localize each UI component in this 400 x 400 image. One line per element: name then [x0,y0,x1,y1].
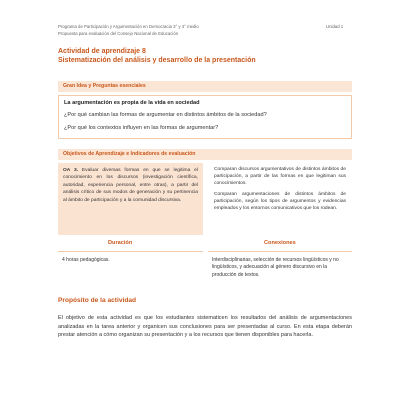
duration-label: Duración [108,240,133,246]
oa-text: Evaluar diversas formas en que se legitima el conocimiento en los discursos (investigación científica, autoridad, experiencia personal, entre otras), a partir del análisis crítico de sus modos de generación y su pertinencia al ámbito de participación y a la comunidad discursiva. [63,168,198,203]
essential-question-2: ¿Por qué los contextos influyen en las formas de argumentar? [64,125,219,131]
purpose-title: Propósito de la actividad [58,297,137,304]
purpose-body: El objetivo de esta actividad es que los estudiantes sistematicen los resultados del análisis de argumentaciones analizadas en la tarea anterior y organicen sus conclusiones para ser presentadas al curso. En esta etapa deberán prestar atención a cómo organizan su presentación y a los recursos que tienen disponibles para hacerla. [58,315,352,339]
essential-question-1: ¿Por qué cambian las formas de argumentar en distintos ámbitos de la sociedad? [64,112,267,118]
header-unit: Unidad 1 [326,24,344,29]
big-idea-heading: Gran Idea y Preguntas esenciales [58,81,352,92]
big-idea-box [58,95,352,139]
connections-label: Conexiones [264,240,296,246]
header-proposal: Propuesta para evaluación del Consejo Nacional de Educación [58,30,179,36]
big-idea-main: La argumentación es propia de la vida en sociedad [64,100,200,106]
activity-number: Actividad de aprendizaje 8 [58,48,146,55]
indicators-cell [208,163,352,235]
oa-cell [58,163,203,235]
indicator-1: Comparan discursos argumentativos de distintos ámbitos de participación, a partir de las formas en que legitiman sus conocimientos. [214,167,346,187]
header-program: Programa de Participación y Argumentación en Democracia 3° y 4° medio [58,24,199,29]
duration-value: 4 horas pedagógicas. [58,251,203,288]
objectives-heading: Objetivos de Aprendizaje e Indicadores de evaluación [58,149,352,160]
indicator-2: Comparan argumentaciones de distintos ámbitos de participación, según los tipos de argumentos y evidencias empleados y los entornos comunicativos que los rodean. [214,191,346,212]
oa-code: OA 3. [63,168,79,173]
activity-title: Sistematización del análisis y desarrollo de la presentación [58,57,256,64]
connections-value: Interdisciplinarias, selección de recursos lingüísticos y no lingüísticos, y adecuación al género discursivo en la producción de textos. [208,251,352,288]
document-header [58,24,358,37]
